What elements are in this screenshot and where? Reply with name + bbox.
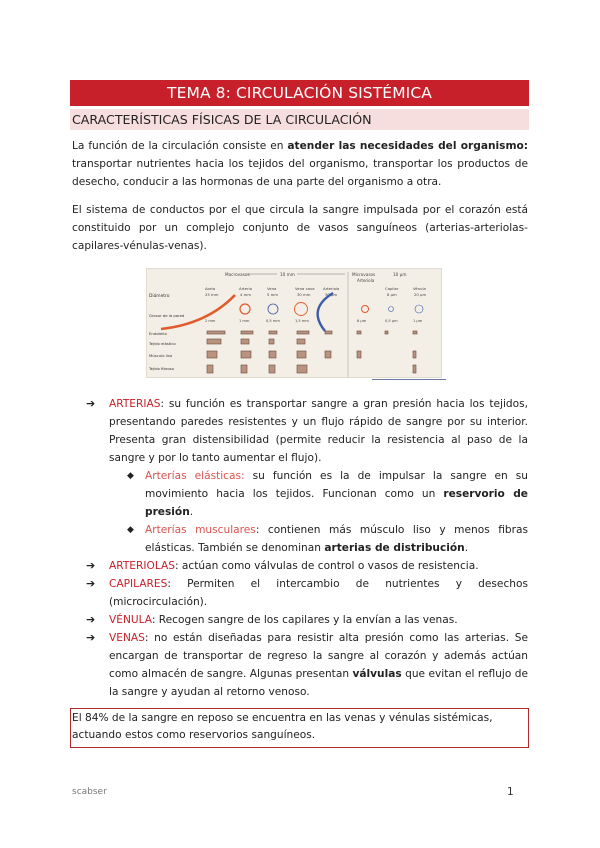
vessels-figure — [146, 268, 442, 378]
musculares-text: : contienen más músculo liso y menos fibras elásticas. También se denominan — [145, 524, 529, 554]
arterias-text: : su función es transportar sangre a gran presión hacia los tejidos, presentando paredes resistentes y un flujo rápido de sangre por su interior. Presenta gran distensibilidad (permite reducir la resistencia al paso de la sangre y por lo tanto aumentar el flujo). — [109, 398, 528, 464]
intro-text: La función de la circulación consiste en — [72, 140, 288, 152]
fig-col-diam: 5 mm — [267, 292, 279, 297]
vessel-list — [86, 395, 528, 701]
intro-text-rest: transportar nutrientes hacia los tejidos del organismo, transportar los productos de desecho, conducir a las hormonas de una parte del organismo a otra. — [72, 158, 528, 188]
arrow-icon: ➔ — [86, 577, 96, 590]
fig-col-name: Vena — [267, 286, 277, 291]
fig-col-diam: 4 mm — [240, 292, 252, 297]
list-subitem-musculares: ◆ Arterías musculares: contienen más músculo liso y menos fibras elásticas. También se denominan arterias de distribución. — [86, 521, 528, 557]
list-item-capilares — [86, 575, 528, 611]
diamond-bullet-icon: ◆ — [127, 471, 134, 481]
fig-right-sub: Arteriola — [357, 278, 375, 283]
fig-col-name: Aorta — [205, 286, 216, 291]
list-item-venas — [86, 629, 528, 701]
arteriole-circle — [295, 303, 308, 316]
fig-col-name: Vénula — [413, 286, 426, 291]
intro-paragraph-1 — [72, 137, 528, 191]
vein-circle — [268, 304, 278, 314]
diamond-bullet-icon: ◆ — [127, 525, 134, 535]
fig-col-name: Arteria — [239, 286, 252, 291]
arrow-icon: ➔ — [86, 559, 96, 572]
fig-right-header: Microvasos — [352, 272, 376, 277]
fig-row-label: Diámetro — [149, 294, 170, 299]
elasticas-text: su función es la de impulsar la sangre en su movimiento hacia los tejidos. Funcionan como un — [145, 470, 528, 500]
aorta-arc — [161, 295, 235, 329]
arrow-icon: ➔ — [86, 631, 96, 644]
artery-circle — [240, 304, 250, 314]
fig-col-name: Arteriola — [323, 286, 340, 291]
fig-col-wall: 0,5 µm — [385, 319, 398, 323]
venas-label: VENAS — [109, 632, 145, 644]
fig-col-wall: 2 mm — [205, 319, 216, 323]
list-item-venula — [86, 611, 528, 629]
intro-paragraph-2: El sistema de conductos por el que circula la sangre impulsada por el corazón está constituido por un complejo conjunto de vasos sanguíneos (arterias-arteriolas-capilares-vénulas-venas). — [72, 204, 528, 252]
vena-cava-arc — [318, 293, 333, 331]
fig-col-wall: 1,5 mm — [295, 319, 309, 323]
page-title: TEMA 8: CIRCULACIÓN SISTÉMICA — [70, 80, 529, 106]
fig-col-diam: 8 µm — [387, 292, 397, 297]
fig-col-diam: 30 mm — [297, 292, 311, 297]
fig-row-label: Grosor de la pared — [149, 313, 185, 318]
venas-text: : no están diseñadas para resistir alta presión como las arterias. Se encargan de transportar de regreso la sangre al corazón y además actúan como almacén de sangre. Algunas presentan — [109, 632, 528, 680]
capilares-text: : Permiten el intercambio de nutrientes y desechos (microcirculación). — [109, 578, 528, 608]
fig-left-scale: 10 mm — [280, 272, 295, 277]
elasticas-bold: reservorio de presión — [145, 488, 528, 518]
intro-bold: atender las necesidades del organismo: — [287, 140, 529, 152]
venule-circle — [415, 305, 423, 313]
venula-text: : Recogen sangre de los capilares y la envían a las venas. — [151, 614, 458, 626]
section-heading: CARACTERÍSTICAS FÍSICAS DE LA CIRCULACIÓN — [70, 109, 529, 130]
venula-label: VÉNULA — [109, 614, 152, 626]
venas-bold: válvulas — [352, 668, 402, 680]
arrow-icon: ➔ — [86, 613, 96, 626]
fig-col-wall: 0,5 mm — [266, 319, 280, 323]
arterias-label: ARTERIAS — [109, 398, 161, 410]
fig-left-header: Macrovasos — [225, 272, 250, 277]
arteriolas-label: ARTERIOLAS — [109, 560, 175, 572]
fig-row-label: Músculo liso — [149, 353, 173, 358]
vessels-diagram — [147, 269, 443, 379]
fig-right-scale: 10 µm — [393, 272, 407, 277]
note-box: El 84% de la sangre en reposo se encuentra en las venas y vénulas sistémicas, actuando estos como reservorios sanguíneos. — [70, 708, 529, 748]
tissue-bars — [207, 331, 417, 373]
list-item-arteriolas — [86, 557, 528, 575]
fig-col-name: Vena cava — [295, 286, 315, 291]
fig-col-wall: 1 µm — [413, 319, 423, 323]
list-item-arterias — [86, 395, 528, 467]
fig-row-label: Tejido fibroso — [149, 366, 174, 371]
fig-col-diam: 30 µm — [325, 292, 338, 297]
capillary-circle — [389, 307, 394, 312]
page-number: 1 — [507, 786, 514, 798]
fig-col-diam: 25 mm — [205, 292, 219, 297]
elasticas-label: Arterías elásticas: — [145, 470, 245, 482]
fig-row-label: Tejido elástico — [149, 341, 176, 346]
figure-underline — [372, 379, 446, 380]
arteriolas-text: : actúan como válvulas de control o vasos de resistencia. — [174, 560, 479, 572]
fig-col-diam: 20 µm — [414, 292, 427, 297]
fig-col-name: Capilar — [385, 286, 399, 291]
venas-text-rest: que evitan el reflujo de la sangre y ayudan al retorno venoso. — [109, 668, 528, 698]
fig-col-wall: 1 mm — [239, 319, 250, 323]
footer-author: scabser — [72, 787, 107, 797]
musculares-bold: arterias de distribución — [324, 542, 465, 554]
musculares-label: Arterías musculares — [145, 524, 256, 536]
arrow-icon: ➔ — [86, 397, 96, 410]
list-subitem-elasticas: ◆ Arterías elásticas: su función es la de impulsar la sangre en su movimiento hacia los tejidos. Funcionan como un reservorio de presión. — [86, 467, 528, 521]
fig-col-wall: 6 µm — [357, 319, 367, 323]
capilares-label: CAPILARES — [109, 578, 168, 590]
fig-row-label: Endotelio — [149, 331, 167, 336]
micro-arteriole-circle — [362, 306, 369, 313]
